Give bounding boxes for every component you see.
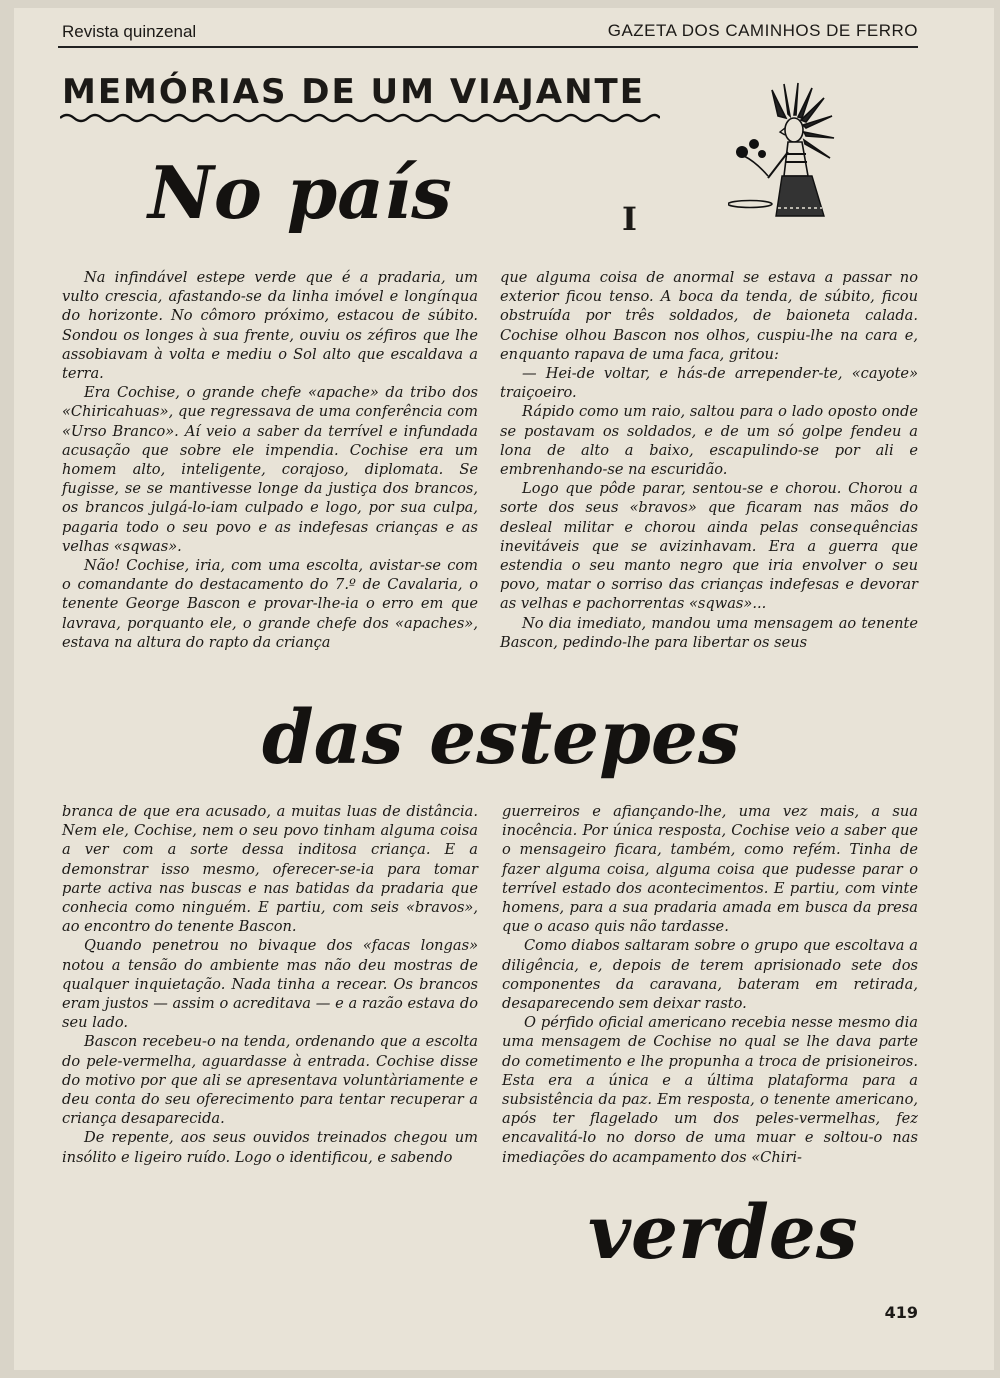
paragraph: De repente, aos seus ouvidos treinados chegou um insólito e ligeiro ruído. Logo o identificou, e sabendo bbox=[62, 1129, 478, 1166]
header-rule bbox=[58, 46, 918, 48]
indian-chief-icon bbox=[728, 80, 838, 225]
paragraph: Quando penetrou no bivaque dos «facas longas» notou a tensão do ambiente mas não deu mostras de qualquer inquietação. Nada tinha a recear. Os brancos eram justos — assim o acreditava — e a razão estava do seu lado. bbox=[62, 937, 478, 1032]
chapter-numeral: I bbox=[622, 200, 637, 238]
running-header-left: Revista quinzenal bbox=[62, 22, 197, 41]
article-column-2 bbox=[500, 268, 918, 652]
article-column-1 bbox=[62, 268, 478, 652]
paragraph: Não! Cochise, iria, com uma escolta, avistar-se com o comandante do destacamento do 7.º de Cavalaria, o tenente George Bascon e provar-lhe-ia o erro em que lavrava, porquanto ele, o grande chefe dos «apaches», estava na altura do rapto da criança bbox=[62, 557, 478, 651]
paragraph: Logo que pôde parar, sentou-se e chorou. Chorou a sorte dos seus «bravos» que ficaram nas mãos do desleal militar e chorou ainda pelas consequências inevitáveis que se avizinhavam. Era a guerra que estendia o seu manto negro que iria envolver o seu povo, matar o sorriso das crianças indefesas e devorar as velhas e pachorrentas «sqwas»... bbox=[500, 480, 918, 613]
paragraph: guerreiros e afiançando-lhe, uma vez mais, a sua inocência. Por única resposta, Cochise veio a saber que o mensageiro ficara, também, como refém. Tinha de fazer alguma coisa, alguma coisa que pudesse parar o terrível estado dos acontecimentos. E partiu, com vinte homens, para a sua pradaria amada em busca da presa que o acaso quis não tardasse. bbox=[502, 803, 918, 936]
paragraph: branca de que era acusado, a muitas luas de distância. Nem ele, Cochise, nem o seu povo tinham alguma coisa a ver com a sorte dessa inditosa criança. E a demonstrar isso mesmo, oferecer-se-ia para tomar parte activa nas buscas e nas batidas da pradaria que conhecia como ninguém. E partiu, com seis «bravos», ao encontro do tenente Bascon. bbox=[62, 803, 478, 936]
article-column-3 bbox=[62, 802, 478, 1167]
paragraph: Rápido como um raio, saltou para o lado oposto onde se postavam os soldados, e de um só golpe fendeu a lona de alto a baixo, escapulindo-se por ali e embrenhando-se na escuridão. bbox=[500, 403, 918, 479]
page-number: 419 bbox=[884, 1303, 918, 1322]
headline-part-2: das estepes bbox=[262, 695, 740, 781]
running-header-right: GAZETA DOS CAMINHOS DE FERRO bbox=[607, 21, 918, 40]
wavy-underline bbox=[60, 112, 660, 124]
paragraph: Como diabos saltaram sobre o grupo que escoltava a diligência, e, depois de terem aprisionado sete dos componentes da caravana, bateram em retirada, desaparecendo sem deixar rasto. bbox=[502, 937, 918, 1013]
paragraph: O pérfido oficial americano recebia nesse mesmo dia uma mensagem de Cochise no qual se lhe dava parte do cometimento e lhe propunha a troca de prisioneiros. Esta era a única e a última plataforma para a subsistência da paz. Em resposta, o tenente americano, após ter flagelado um dos peles-vermelhas, fez encavalitá-lo no dorso de uma muar e soltou-o nas imediações do acampamento dos «Chiri- bbox=[502, 1014, 918, 1166]
paragraph: que alguma coisa de anormal se estava a passar no exterior ficou tenso. A boca da tenda, de súbito, ficou obstruída por três soldados, de baioneta calada. Cochise olhou Bascon nos olhos, cuspiu-lhe na cara e, enquanto rapava de uma faca, gritou: bbox=[500, 269, 918, 363]
paragraph: — Hei-de voltar, e hás-de arrepender-te, «cayote» traiçoeiro. bbox=[500, 365, 918, 402]
paragraph: Era Cochise, o grande chefe «apache» da tribo dos «Chiricahuas», que regressava de uma conferência com «Urso Branco». Aí veio a saber da terrível e infundada acusação que sobre ele impendia. Cochise era um homem alto, inteligente, corajoso, diplomata. Se fugisse, se se mantivesse longe da justiça dos brancos, os brancos julgá-lo-iam culpado e logo, por sua culpa, pagaria todo o seu povo e as indefesas crianças e as velhas «sqwas». bbox=[62, 384, 478, 555]
paragraph: Bascon recebeu-o na tenda, ordenando que a escolta do pele-vermelha, aguardasse à entrada. Cochise disse do motivo por que ali se apresentava voluntàriamente e deu conta do seu oferecimento para tentar recuperar a criança desaparecida. bbox=[62, 1033, 478, 1128]
paragraph: No dia imediato, mandou uma mensagem ao tenente Bascon, pedindo-lhe para libertar os seus bbox=[500, 614, 918, 651]
article-column-4 bbox=[502, 802, 918, 1167]
section-title: MEMÓRIAS DE UM VIAJANTE bbox=[62, 72, 645, 112]
paragraph: Na infindável estepe verde que é a pradaria, um vulto crescia, afastando-se da linha imóvel e longínqua do horizonte. No cômoro próximo, estacou de súbito. Sondou os longes à sua frente, ouviu os zéfiros que lhe assobiavam à volta e mediu o Sol alto que escaldava a terra. bbox=[62, 269, 478, 383]
headline-part-3: verdes bbox=[588, 1190, 858, 1276]
headline-part-1: No país bbox=[148, 150, 452, 235]
